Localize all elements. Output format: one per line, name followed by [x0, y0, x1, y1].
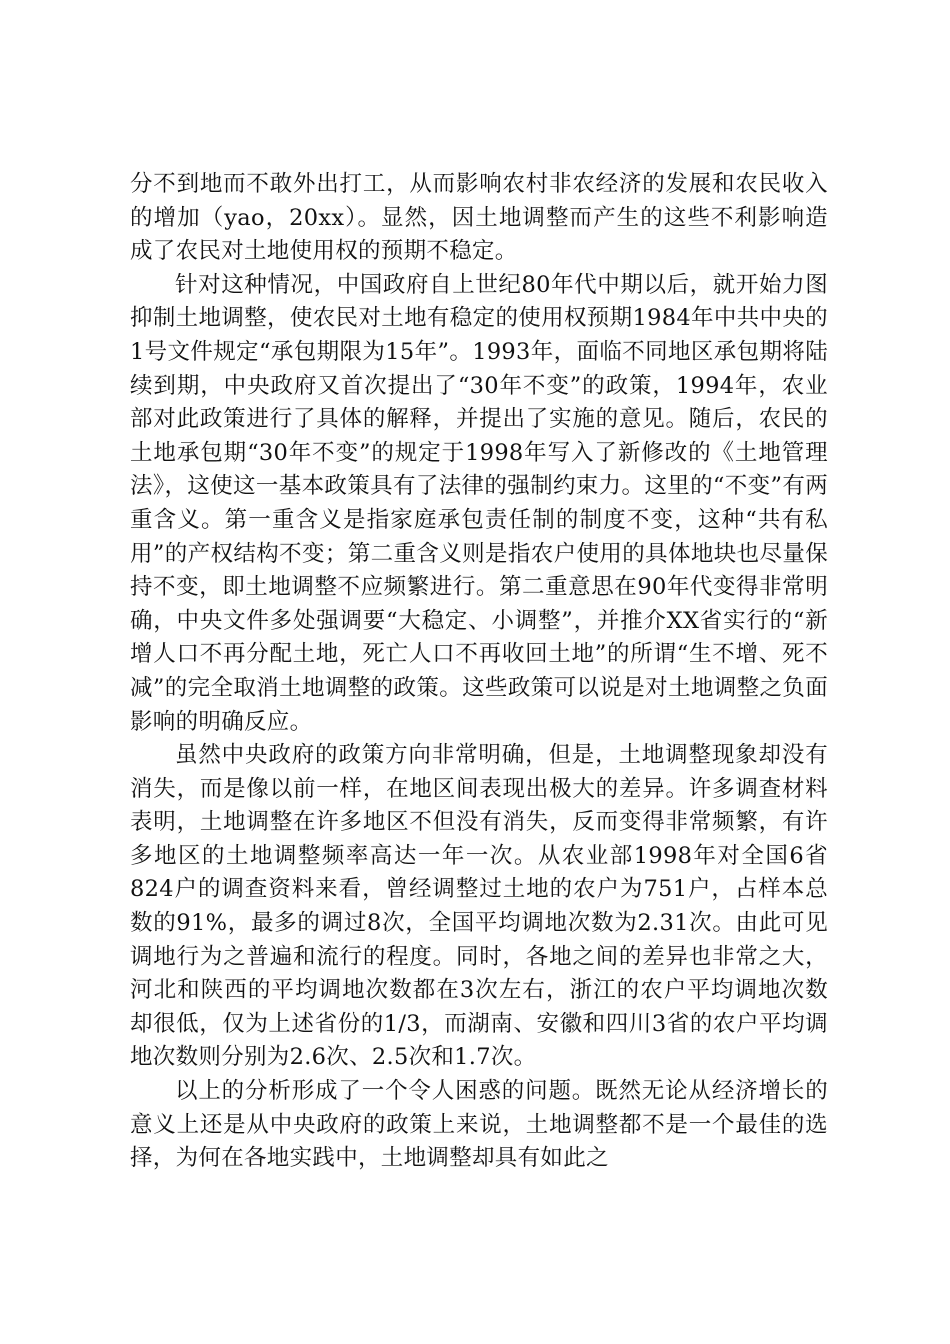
- document-body: [130, 168, 828, 1176]
- paragraph-continuation: 分不到地而不敢外出打工，从而影响农村非农经济的发展和农民收入的增加（yao，20xx）。显然，因土地调整而产生的这些不利影响造成了农民对土地使用权的预期不稳定。: [130, 171, 828, 265]
- paragraph-question: 以上的分析形成了一个令人困惑的问题。既然无论从经济增长的意义上还是从中央政府的政策上来说，土地调整都不是一个最佳的选择，为何在各地实践中，土地调整却具有如此之: [130, 1078, 828, 1172]
- paragraph-policy: 针对这种情况，中国政府自上世纪80年代中期以后，就开始力图抑制土地调整，使农民对土地有稳定的使用权预期1984年中共中央的1号文件规定“承包期限为15年”。1993年，面临不同地区承包期将陆续到期，中央政府又首次提出了“30年不变”的政策，1994年，农业部对此政策进行了具体的解释，并提出了实施的意见。随后，农民的土地承包期“30年不变”的规定于1998年写入了新修改的《土地管理法》，这使这一基本政策具有了法律的强制约束力。这里的“不变”有两重含义。第一重含义是指家庭承包责任制的制度不变，这种“共有私用”的产权结构不变；第二重含义则是指农户使用的具体地块也尽量保持不变，即土地调整不应频繁进行。第二重意思在90年代变得非常明确，中央文件多处强调要“大稳定、小调整”，并推介XX省实行的“新增人口不再分配土地，死亡人口不再收回土地”的所谓“生不增、死不减”的完全取消土地调整的政策。这些政策可以说是对土地调整之负面影响的明确反应。: [130, 271, 828, 735]
- paragraph-survey: 虽然中央政府的政策方向非常明确，但是，土地调整现象却没有消失，而是像以前一样，在地区间表现出极大的差异。许多调查材料表明，土地调整在许多地区不但没有消失，反而变得非常频繁，有许多地区的土地调整频率高达一年一次。从农业部1998年对全国6省824户的调查资料来看，曾经调整过土地的农户为751户，占样本总数的91%，最多的调过8次，全国平均调地次数为2.31次。由此可见调地行为之普遍和流行的程度。同时，各地之间的差异也非常之大，河北和陕西的平均调地次数都在3次左右，浙江的农户平均调地次数却很低，仅为上述省份的1/3，而湖南、安徽和四川3省的农户平均调地次数则分别为2.6次、2.5次和1.7次。: [130, 742, 828, 1071]
